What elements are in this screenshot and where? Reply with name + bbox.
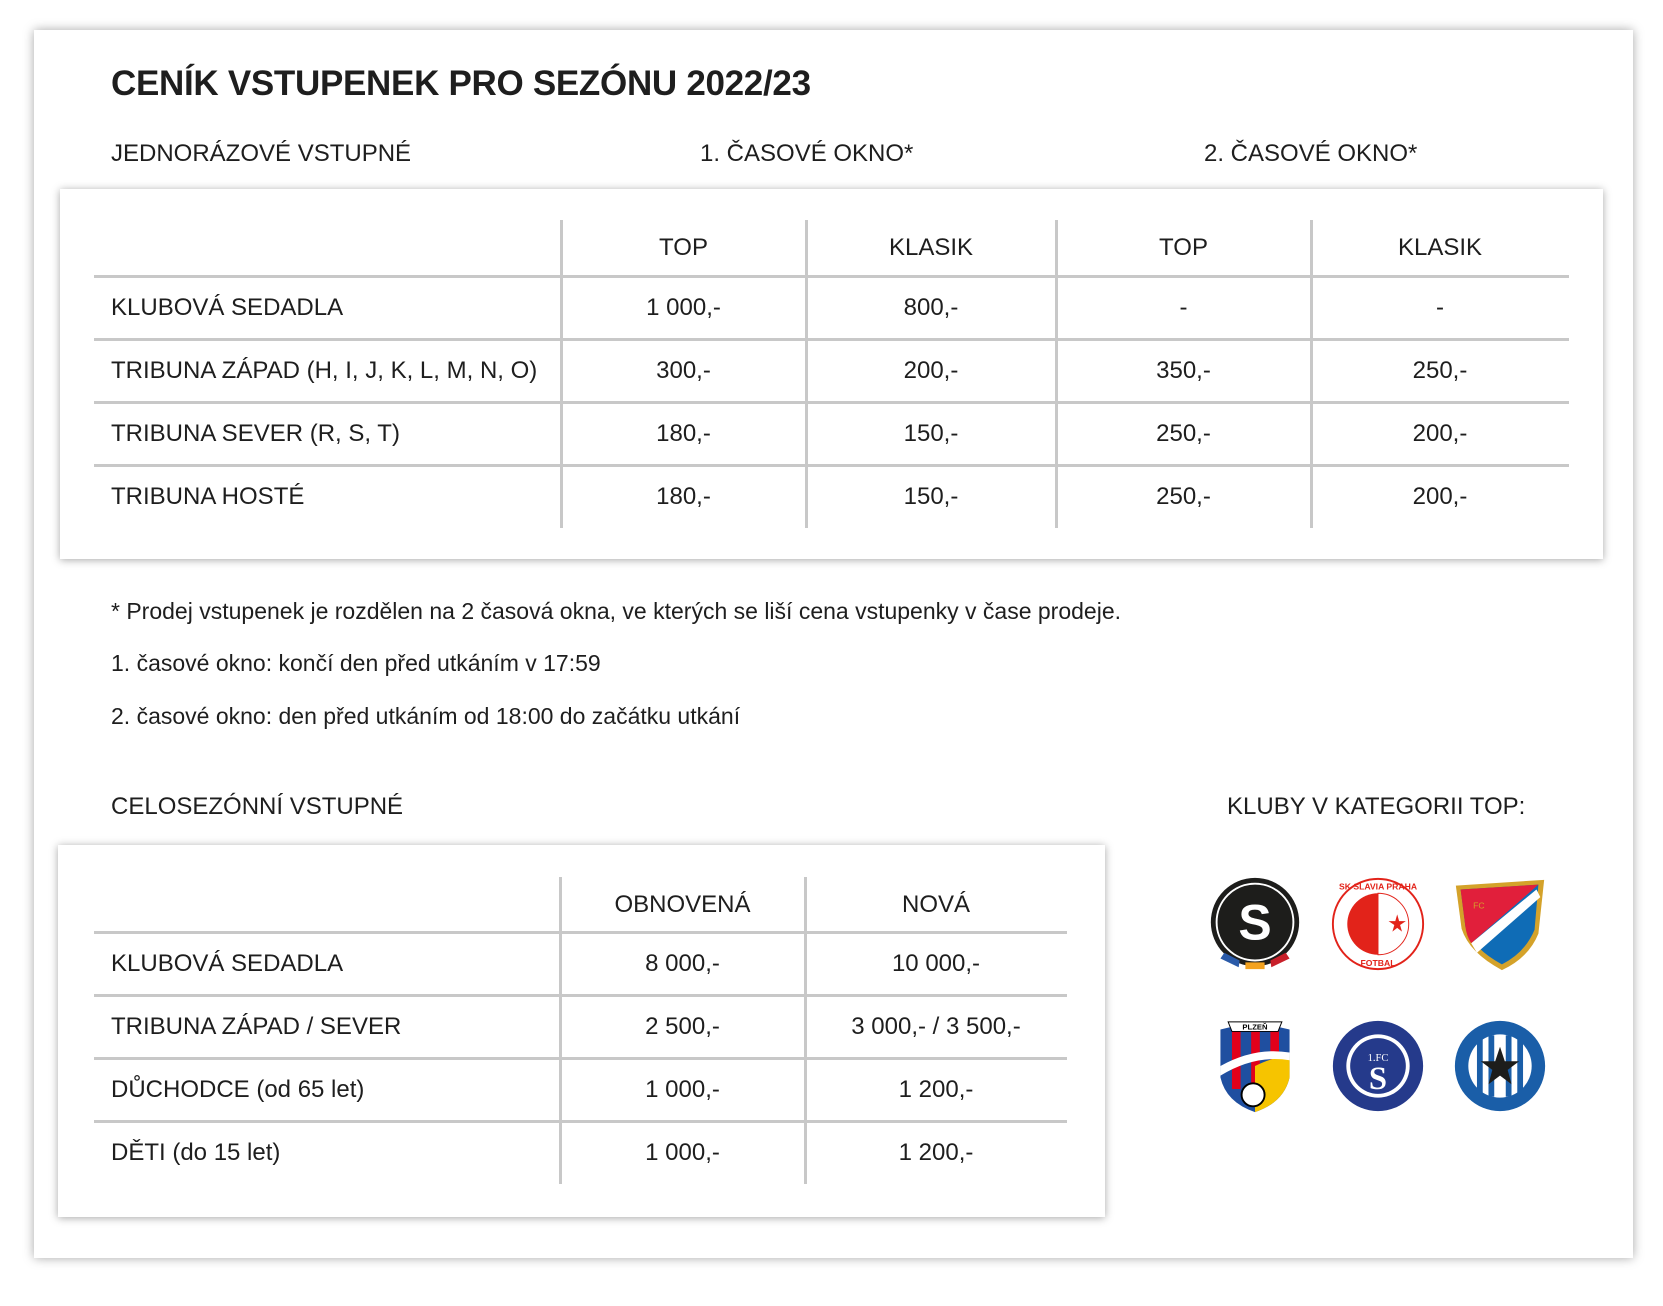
column-header: OBNOVENÁ: [614, 891, 751, 918]
slovacko-logo: [1330, 1018, 1426, 1114]
price-cell: 2 500,-: [645, 1013, 720, 1040]
svg-text:1.FC: 1.FC: [1367, 1053, 1389, 1065]
price-cell: 200,-: [903, 357, 959, 384]
price-cell: 1 000,-: [646, 294, 721, 321]
price-cell: 3 000,- / 3 500,-: [851, 1013, 1021, 1040]
slavia-logo: [1330, 876, 1426, 972]
row-label: TRIBUNA HOSTÉ: [111, 483, 305, 510]
window1-heading: 1. ČASOVÉ OKNO*: [700, 140, 914, 167]
row-label: TRIBUNA ZÁPAD (H, I, J, K, L, M, N, O): [111, 357, 538, 384]
price-cell: 250,-: [1412, 357, 1468, 384]
window2-heading: 2. ČASOVÉ OKNO*: [1204, 140, 1418, 167]
column-header: TOP: [1159, 234, 1208, 261]
price-cell: 180,-: [656, 420, 711, 447]
price-cell: 200,-: [1412, 420, 1468, 447]
row-label: KLUBOVÁ SEDADLA: [111, 950, 344, 977]
svg-text:SK SLAVIA PRAHA: SK SLAVIA PRAHA: [1338, 881, 1418, 892]
price-cell: 250,-: [1156, 420, 1211, 447]
price-cell: -: [1436, 294, 1444, 321]
price-cell: 1 000,-: [645, 1076, 720, 1103]
clubs-heading: KLUBY V KATEGORII TOP:: [1227, 793, 1526, 820]
season-heading: CELOSEZÓNNÍ VSTUPNÉ: [111, 793, 404, 820]
banik-logo: [1452, 876, 1548, 972]
column-header: TOP: [659, 234, 708, 261]
row-label: TRIBUNA SEVER (R, S, T): [111, 420, 400, 447]
svg-text:S: S: [1238, 894, 1272, 951]
svg-text:PLZEŇ: PLZEŇ: [1242, 1022, 1268, 1032]
price-cell: 1 000,-: [645, 1139, 720, 1166]
sigma-olomouc-logo: [1452, 1018, 1548, 1114]
row-label: DĚTI (do 15 let): [111, 1139, 281, 1166]
row-label: DŮCHODCE (od 65 let): [111, 1076, 365, 1103]
sparta-logo: [1207, 876, 1303, 972]
price-cell: 350,-: [1156, 357, 1211, 384]
page-title: CENÍK VSTUPENEK PRO SEZÓNU 2022/23: [111, 64, 811, 103]
note-window2: 2. časové okno: den před utkáním od 18:00 do začátku utkání: [111, 703, 741, 729]
svg-text:FC: FC: [1473, 900, 1485, 911]
price-cell: 1 200,-: [898, 1076, 974, 1103]
column-header: NOVÁ: [901, 891, 970, 918]
price-cell: 250,-: [1156, 483, 1211, 510]
price-cell: 150,-: [903, 420, 959, 447]
price-cell: 1 200,-: [898, 1139, 974, 1166]
price-cell: 150,-: [903, 483, 959, 510]
viktoria-plzen-logo: [1207, 1018, 1303, 1114]
price-cell: 200,-: [1412, 483, 1468, 510]
price-cell: 300,-: [656, 357, 711, 384]
svg-text:FOTBAL: FOTBAL: [1360, 958, 1396, 969]
note-window1: 1. časové okno: končí den před utkáním v 17:59: [111, 650, 601, 676]
price-cell: 800,-: [903, 294, 959, 321]
column-header: KLASIK: [1397, 234, 1483, 261]
svg-text:S: S: [1368, 1061, 1388, 1098]
price-cell: 8 000,-: [645, 950, 720, 977]
row-label: TRIBUNA ZÁPAD / SEVER: [111, 1013, 402, 1040]
row-label: KLUBOVÁ SEDADLA: [111, 294, 344, 321]
note-main: * Prodej vstupenek je rozdělen na 2 časová okna, ve kterých se liší cena vstupenky v čase prodeje.: [111, 598, 1122, 624]
single-entry-heading: JEDNORÁZOVÉ VSTUPNÉ: [111, 140, 412, 167]
price-cell: -: [1179, 294, 1188, 321]
price-cell: 180,-: [656, 483, 711, 510]
price-cell: 10 000,-: [891, 950, 981, 977]
column-header: KLASIK: [888, 234, 974, 261]
